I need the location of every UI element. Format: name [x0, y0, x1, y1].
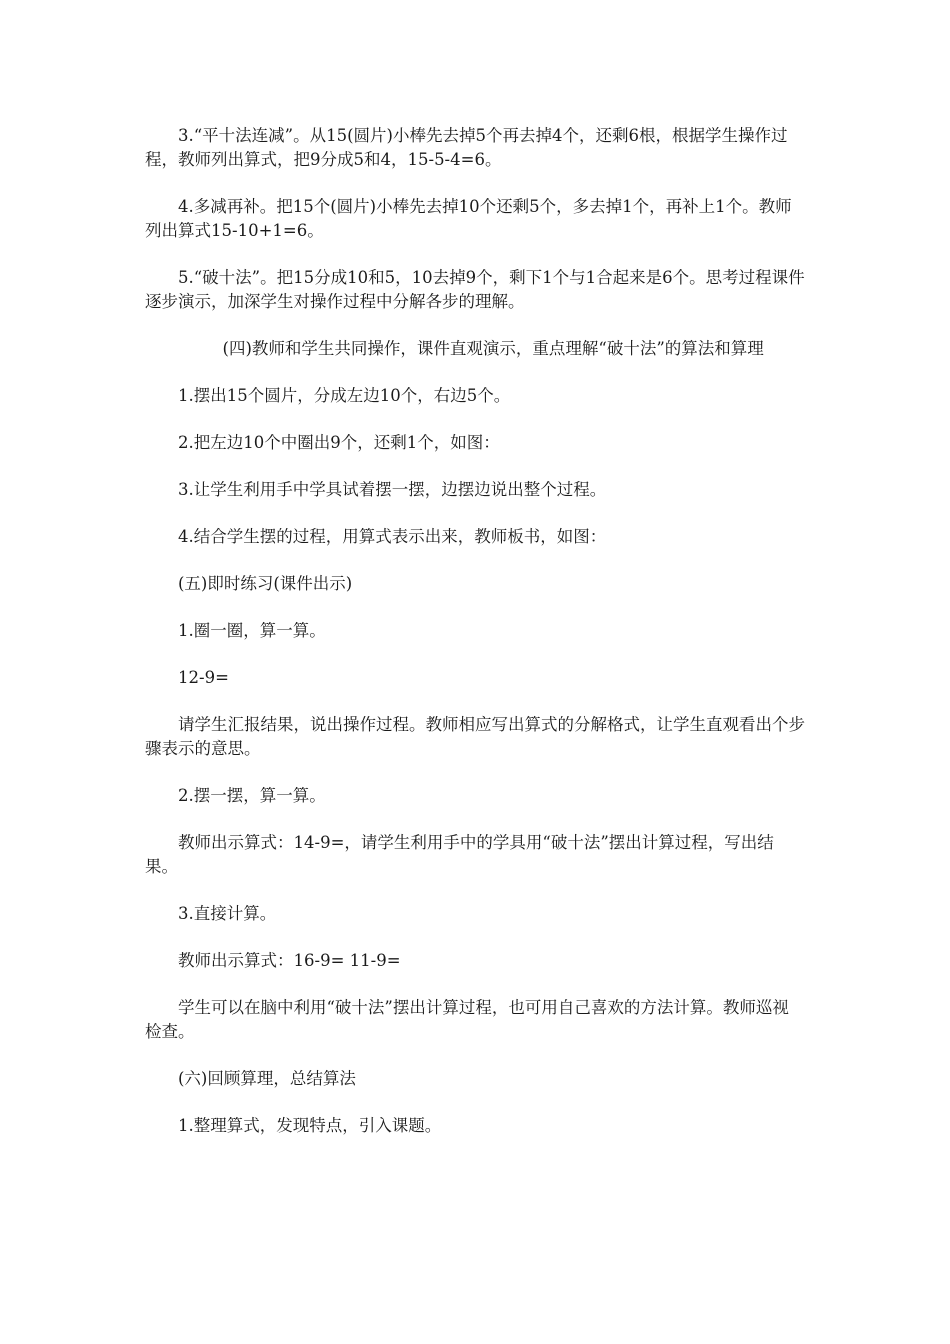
paragraph-summary-1: 1.整理算式，发现特点，引入课题。 — [178, 1116, 442, 1135]
exercise-1-note: 请学生汇报结果，说出操作过程。教师相应写出算式的分解格式，让学生直观看出个步骤表示的意思。 — [145, 715, 805, 758]
exercise-1-title: 1.圈一圈，算一算。 — [178, 621, 326, 640]
paragraph-step-1: 1.摆出15个圆片，分成左边10个，右边5个。 — [178, 386, 511, 405]
exercise-3-equations: 教师出示算式：16-9= 11-9= — [178, 951, 401, 970]
exercise-2-note: 教师出示算式：14-9=，请学生利用手中的学具用“破十法”摆出计算过程，写出结果。 — [145, 833, 774, 876]
paragraph-step-4: 4.结合学生摆的过程，用算式表示出来，教师板书，如图： — [178, 527, 607, 546]
paragraph-step-3: 3.让学生利用手中学具试着摆一摆，边摆边说出整个过程。 — [178, 480, 607, 499]
paragraph-method-4: 4.多减再补。把15个(圆片)小棒先去掉10个还剩5个，多去掉1个，再补上1个。教师列出算式15-10+1=6。 — [145, 197, 792, 240]
section-heading-6: (六)回顾算理，总结算法 — [178, 1069, 356, 1088]
section-heading-4: (四)教师和学生共同操作，课件直观演示，重点理解“破十法”的算法和算理 — [222, 339, 764, 358]
section-heading-5: (五)即时练习(课件出示) — [178, 574, 353, 593]
document-body — [145, 124, 805, 1161]
paragraph-method-3: 3.“平十法连减”。从15(圆片)小棒先去掉5个再去掉4个，还剩6根，根据学生操作过程，教师列出算式，把9分成5和4，15-5-4=6。 — [145, 126, 788, 169]
exercise-3-title: 3.直接计算。 — [178, 904, 277, 923]
paragraph-method-5: 5.“破十法”。把15分成10和5，10去掉9个，剩下1个与1合起来是6个。思考过程课件逐步演示，加深学生对操作过程中分解各步的理解。 — [145, 268, 805, 311]
exercise-3-note: 学生可以在脑中利用“破十法”摆出计算过程，也可用自己喜欢的方法计算。教师巡视检查。 — [145, 998, 789, 1041]
exercise-2-title: 2.摆一摆，算一算。 — [178, 786, 326, 805]
exercise-1-equation: 12-9= — [178, 668, 229, 687]
paragraph-step-2: 2.把左边10个中圈出9个，还剩1个，如图： — [178, 433, 500, 452]
